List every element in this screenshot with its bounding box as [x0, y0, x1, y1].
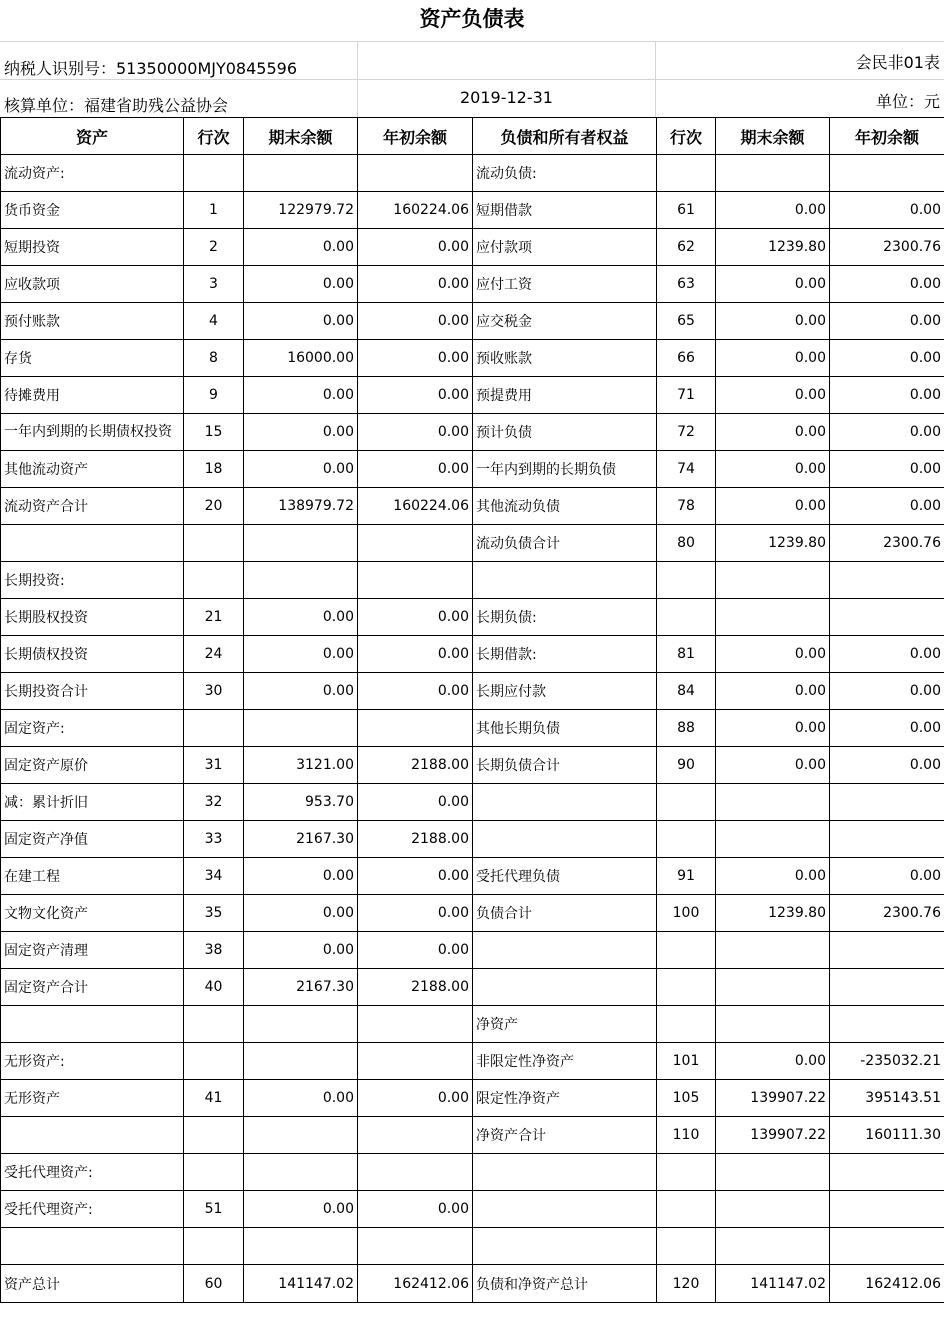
table-row [1, 377, 944, 414]
liability-end-balance: 141147.02 [716, 1265, 830, 1303]
liability-begin-balance: 0.00 [830, 710, 944, 747]
liability-end-balance: 0.00 [716, 636, 830, 673]
liability-item-name [473, 1154, 657, 1191]
liability-begin-balance: 0.00 [830, 377, 944, 414]
asset-begin-balance [358, 562, 473, 599]
table-row [1, 1228, 944, 1265]
asset-end-balance: 0.00 [244, 414, 358, 451]
liability-end-balance: 0.00 [716, 303, 830, 340]
liability-item-name: 应付款项 [473, 229, 657, 266]
asset-item-name: 在建工程 [1, 858, 184, 895]
asset-item-name: 文物文化资产 [1, 895, 184, 932]
liability-end-balance [716, 969, 830, 1006]
asset-item-name: 无形资产: [1, 1043, 184, 1080]
liability-line-number: 71 [657, 377, 716, 414]
asset-begin-balance: 0.00 [358, 266, 473, 303]
asset-begin-balance: 0.00 [358, 1191, 473, 1228]
liability-item-name: 负债和净资产总计 [473, 1265, 657, 1303]
liability-item-name: 流动负债合计 [473, 525, 657, 562]
liability-item-name: 应交税金 [473, 303, 657, 340]
asset-line-number: 20 [184, 488, 244, 525]
asset-line-number [184, 155, 244, 192]
asset-begin-balance: 2188.00 [358, 821, 473, 858]
asset-item-name [1, 525, 184, 562]
asset-end-balance [244, 1117, 358, 1154]
asset-begin-balance: 0.00 [358, 784, 473, 821]
liability-item-name: 短期借款 [473, 192, 657, 229]
liability-line-number: 100 [657, 895, 716, 932]
liability-begin-balance: 0.00 [830, 673, 944, 710]
asset-line-number: 31 [184, 747, 244, 784]
liability-item-name: 长期负债合计 [473, 747, 657, 784]
liability-begin-balance [830, 562, 944, 599]
liability-end-balance [716, 1154, 830, 1191]
liability-item-name: 长期应付款 [473, 673, 657, 710]
liability-begin-balance [830, 1006, 944, 1043]
liability-item-name: 受托代理负债 [473, 858, 657, 895]
asset-begin-balance: 0.00 [358, 414, 473, 451]
liability-item-name: 其他长期负债 [473, 710, 657, 747]
liability-begin-balance: 160111.30 [830, 1117, 944, 1154]
table-row [1, 932, 944, 969]
table-row [1, 747, 944, 784]
liability-item-name [473, 1191, 657, 1228]
asset-begin-balance: 0.00 [358, 858, 473, 895]
liability-line-number [657, 932, 716, 969]
table-row [1, 1006, 944, 1043]
liability-end-balance: 0.00 [716, 451, 830, 488]
liability-item-name: 预收账款 [473, 340, 657, 377]
table-row [1, 303, 944, 340]
liability-line-number: 90 [657, 747, 716, 784]
liability-line-number: 91 [657, 858, 716, 895]
liability-end-balance: 0.00 [716, 340, 830, 377]
page-title: 资产负债表 [0, 0, 944, 42]
liability-begin-balance: 0.00 [830, 340, 944, 377]
liability-line-number [657, 1228, 716, 1265]
asset-begin-balance [358, 525, 473, 562]
liability-item-name: 长期借款: [473, 636, 657, 673]
asset-item-name: 其他流动资产 [1, 451, 184, 488]
asset-end-balance: 0.00 [244, 599, 358, 636]
liability-line-number [657, 821, 716, 858]
liability-line-number: 105 [657, 1080, 716, 1117]
liability-begin-balance: 0.00 [830, 414, 944, 451]
asset-line-number: 35 [184, 895, 244, 932]
asset-begin-balance [358, 1043, 473, 1080]
liability-line-number: 84 [657, 673, 716, 710]
liability-end-balance: 0.00 [716, 747, 830, 784]
asset-begin-balance: 162412.06 [358, 1265, 473, 1303]
liability-begin-balance: 2300.76 [830, 895, 944, 932]
liability-end-balance [716, 1006, 830, 1043]
liability-line-number: 65 [657, 303, 716, 340]
currency-unit: 单位：元 [875, 92, 940, 111]
report-date: 2019-12-31 [460, 88, 553, 107]
asset-item-name [1, 1117, 184, 1154]
liability-line-number [657, 1191, 716, 1228]
table-row [1, 192, 944, 229]
asset-item-name: 货币资金 [1, 192, 184, 229]
asset-begin-balance: 0.00 [358, 932, 473, 969]
asset-line-number: 38 [184, 932, 244, 969]
liability-begin-balance: 162412.06 [830, 1265, 944, 1303]
asset-begin-balance: 2188.00 [358, 969, 473, 1006]
liability-line-number: 74 [657, 451, 716, 488]
liability-begin-balance: 0.00 [830, 451, 944, 488]
asset-end-balance [244, 562, 358, 599]
asset-item-name: 固定资产清理 [1, 932, 184, 969]
col-begin-balance: 年初余额 [358, 118, 473, 155]
table-row [1, 1265, 944, 1303]
asset-begin-balance [358, 1154, 473, 1191]
liability-end-balance [716, 599, 830, 636]
asset-item-name: 固定资产: [1, 710, 184, 747]
liability-end-balance: 139907.22 [716, 1117, 830, 1154]
liability-begin-balance [830, 599, 944, 636]
liability-item-name: 长期负债: [473, 599, 657, 636]
asset-begin-balance [358, 1228, 473, 1265]
asset-line-number: 34 [184, 858, 244, 895]
liability-begin-balance [830, 969, 944, 1006]
liability-line-number [657, 1154, 716, 1191]
asset-item-name: 应收款项 [1, 266, 184, 303]
table-row [1, 599, 944, 636]
asset-end-balance: 3121.00 [244, 747, 358, 784]
taxpayer-id: 纳税人识别号：51350000MJY0845596 [4, 59, 297, 78]
asset-begin-balance: 0.00 [358, 451, 473, 488]
table-row [1, 858, 944, 895]
liability-begin-balance: 0.00 [830, 858, 944, 895]
liability-end-balance: 139907.22 [716, 1080, 830, 1117]
asset-line-number: 15 [184, 414, 244, 451]
liability-begin-balance [830, 1154, 944, 1191]
asset-end-balance: 0.00 [244, 673, 358, 710]
asset-item-name: 资产总计 [1, 1265, 184, 1303]
asset-end-balance [244, 1154, 358, 1191]
header-divider [0, 79, 944, 80]
liability-begin-balance: 2300.76 [830, 525, 944, 562]
col-line-no: 行次 [657, 118, 716, 155]
liability-line-number: 63 [657, 266, 716, 303]
liability-line-number: 66 [657, 340, 716, 377]
liability-item-name: 净资产合计 [473, 1117, 657, 1154]
liability-item-name [473, 821, 657, 858]
asset-item-name: 减：累计折旧 [1, 784, 184, 821]
asset-item-name: 短期投资 [1, 229, 184, 266]
col-end-balance: 期末余额 [716, 118, 830, 155]
asset-begin-balance: 0.00 [358, 303, 473, 340]
asset-item-name: 长期投资合计 [1, 673, 184, 710]
col-end-balance: 期末余额 [244, 118, 358, 155]
col-assets: 资产 [1, 118, 184, 155]
asset-line-number: 60 [184, 1265, 244, 1303]
asset-item-name: 长期投资: [1, 562, 184, 599]
liability-line-number: 81 [657, 636, 716, 673]
asset-end-balance: 0.00 [244, 266, 358, 303]
asset-line-number [184, 1043, 244, 1080]
asset-end-balance [244, 525, 358, 562]
liability-line-number: 80 [657, 525, 716, 562]
balance-table [0, 117, 944, 1303]
liability-end-balance: 1239.80 [716, 895, 830, 932]
asset-item-name: 流动资产合计 [1, 488, 184, 525]
asset-line-number: 1 [184, 192, 244, 229]
asset-line-number: 4 [184, 303, 244, 340]
asset-item-name: 流动资产: [1, 155, 184, 192]
liability-end-balance: 0.00 [716, 488, 830, 525]
asset-end-balance: 2167.30 [244, 821, 358, 858]
asset-item-name: 固定资产原价 [1, 747, 184, 784]
liability-begin-balance: 0.00 [830, 192, 944, 229]
liability-item-name: 应付工资 [473, 266, 657, 303]
asset-end-balance: 141147.02 [244, 1265, 358, 1303]
asset-item-name: 预付账款 [1, 303, 184, 340]
table-row [1, 821, 944, 858]
table-row [1, 525, 944, 562]
liability-end-balance [716, 155, 830, 192]
liability-item-name: 一年内到期的长期负债 [473, 451, 657, 488]
liability-end-balance: 1239.80 [716, 229, 830, 266]
asset-line-number: 21 [184, 599, 244, 636]
liability-end-balance [716, 1191, 830, 1228]
liability-line-number [657, 969, 716, 1006]
asset-item-name [1, 1228, 184, 1265]
liability-item-name [473, 1228, 657, 1265]
liability-line-number: 110 [657, 1117, 716, 1154]
liability-end-balance: 0.00 [716, 710, 830, 747]
asset-line-number: 2 [184, 229, 244, 266]
liability-begin-balance: 0.00 [830, 303, 944, 340]
asset-line-number: 9 [184, 377, 244, 414]
liability-end-balance: 0.00 [716, 673, 830, 710]
liability-begin-balance: 0.00 [830, 266, 944, 303]
asset-end-balance: 0.00 [244, 895, 358, 932]
liability-item-name: 其他流动负债 [473, 488, 657, 525]
asset-begin-balance: 0.00 [358, 636, 473, 673]
asset-end-balance: 0.00 [244, 451, 358, 488]
asset-line-number [184, 1006, 244, 1043]
asset-item-name: 固定资产净值 [1, 821, 184, 858]
liability-item-name: 非限定性净资产 [473, 1043, 657, 1080]
col-line-no: 行次 [184, 118, 244, 155]
asset-begin-balance: 0.00 [358, 895, 473, 932]
liability-end-balance [716, 932, 830, 969]
liability-line-number: 72 [657, 414, 716, 451]
liability-end-balance: 0.00 [716, 414, 830, 451]
asset-line-number: 41 [184, 1080, 244, 1117]
liability-item-name: 限定性净资产 [473, 1080, 657, 1117]
asset-line-number: 24 [184, 636, 244, 673]
table-row [1, 229, 944, 266]
asset-end-balance: 16000.00 [244, 340, 358, 377]
liability-begin-balance: 395143.51 [830, 1080, 944, 1117]
table-row [1, 451, 944, 488]
asset-line-number: 18 [184, 451, 244, 488]
col-begin-balance: 年初余额 [830, 118, 944, 155]
asset-item-name: 长期债权投资 [1, 636, 184, 673]
liability-line-number [657, 155, 716, 192]
liability-begin-balance: 0.00 [830, 747, 944, 784]
liability-begin-balance: 0.00 [830, 488, 944, 525]
liability-end-balance [716, 1228, 830, 1265]
asset-item-name: 一年内到期的长期债权投资 [1, 414, 184, 451]
table-row [1, 1043, 944, 1080]
asset-line-number [184, 1154, 244, 1191]
liability-line-number: 120 [657, 1265, 716, 1303]
table-row [1, 340, 944, 377]
asset-begin-balance [358, 155, 473, 192]
asset-end-balance: 0.00 [244, 377, 358, 414]
liability-line-number: 101 [657, 1043, 716, 1080]
liability-begin-balance: 0.00 [830, 636, 944, 673]
asset-end-balance: 0.00 [244, 636, 358, 673]
table-body [1, 155, 944, 1303]
asset-end-balance: 0.00 [244, 858, 358, 895]
table-row [1, 636, 944, 673]
table-row [1, 414, 944, 451]
asset-line-number [184, 562, 244, 599]
asset-begin-balance: 0.00 [358, 229, 473, 266]
liability-line-number [657, 562, 716, 599]
table-row [1, 562, 944, 599]
liability-begin-balance [830, 821, 944, 858]
liability-begin-balance [830, 1191, 944, 1228]
asset-end-balance [244, 710, 358, 747]
asset-item-name: 受托代理资产: [1, 1154, 184, 1191]
asset-begin-balance: 0.00 [358, 340, 473, 377]
liability-begin-balance [830, 155, 944, 192]
table-row [1, 1117, 944, 1154]
liability-begin-balance [830, 1228, 944, 1265]
asset-end-balance: 0.00 [244, 303, 358, 340]
asset-begin-balance: 2188.00 [358, 747, 473, 784]
asset-line-number: 30 [184, 673, 244, 710]
liability-item-name: 负债合计 [473, 895, 657, 932]
liability-item-name: 流动负债: [473, 155, 657, 192]
asset-end-balance: 0.00 [244, 229, 358, 266]
liability-line-number: 88 [657, 710, 716, 747]
asset-item-name: 待摊费用 [1, 377, 184, 414]
table-row [1, 1080, 944, 1117]
asset-end-balance [244, 1228, 358, 1265]
liability-line-number [657, 1006, 716, 1043]
liability-end-balance: 0.00 [716, 266, 830, 303]
table-row [1, 673, 944, 710]
asset-line-number: 51 [184, 1191, 244, 1228]
table-row [1, 895, 944, 932]
liability-end-balance: 1239.80 [716, 525, 830, 562]
asset-end-balance [244, 155, 358, 192]
asset-begin-balance: 0.00 [358, 673, 473, 710]
asset-begin-balance [358, 1006, 473, 1043]
asset-item-name: 存货 [1, 340, 184, 377]
liability-end-balance: 0.00 [716, 192, 830, 229]
liability-item-name [473, 969, 657, 1006]
liability-line-number [657, 599, 716, 636]
table-row [1, 710, 944, 747]
liability-end-balance [716, 562, 830, 599]
liability-end-balance [716, 784, 830, 821]
asset-line-number: 33 [184, 821, 244, 858]
liability-begin-balance: -235032.21 [830, 1043, 944, 1080]
asset-end-balance: 0.00 [244, 1080, 358, 1117]
asset-item-name [1, 1006, 184, 1043]
liability-item-name [473, 784, 657, 821]
asset-item-name: 固定资产合计 [1, 969, 184, 1006]
liability-item-name [473, 932, 657, 969]
asset-begin-balance: 0.00 [358, 1080, 473, 1117]
asset-end-balance: 0.00 [244, 1191, 358, 1228]
asset-begin-balance [358, 710, 473, 747]
accounting-unit: 核算单位：福建省助残公益协会 [4, 96, 229, 115]
asset-end-balance: 2167.30 [244, 969, 358, 1006]
asset-line-number: 3 [184, 266, 244, 303]
liability-end-balance: 0.00 [716, 1043, 830, 1080]
liability-begin-balance: 2300.76 [830, 229, 944, 266]
table-row [1, 784, 944, 821]
col-liabilities: 负债和所有者权益 [473, 118, 657, 155]
table-row [1, 1191, 944, 1228]
liability-line-number: 62 [657, 229, 716, 266]
asset-line-number [184, 1228, 244, 1265]
asset-begin-balance: 160224.06 [358, 488, 473, 525]
liability-end-balance [716, 821, 830, 858]
asset-end-balance: 122979.72 [244, 192, 358, 229]
liability-item-name: 预计负债 [473, 414, 657, 451]
table-row [1, 1154, 944, 1191]
asset-line-number [184, 710, 244, 747]
liability-begin-balance [830, 932, 944, 969]
asset-line-number [184, 525, 244, 562]
asset-line-number: 8 [184, 340, 244, 377]
asset-end-balance: 138979.72 [244, 488, 358, 525]
asset-item-name: 无形资产 [1, 1080, 184, 1117]
liability-item-name [473, 562, 657, 599]
asset-item-name: 受托代理资产: [1, 1191, 184, 1228]
asset-end-balance [244, 1006, 358, 1043]
asset-begin-balance [358, 1117, 473, 1154]
asset-end-balance: 0.00 [244, 932, 358, 969]
asset-line-number: 32 [184, 784, 244, 821]
form-code: 会民非01表 [855, 53, 940, 72]
asset-begin-balance: 0.00 [358, 599, 473, 636]
liability-end-balance: 0.00 [716, 858, 830, 895]
table-row [1, 969, 944, 1006]
table-row [1, 488, 944, 525]
asset-end-balance: 953.70 [244, 784, 358, 821]
liability-begin-balance [830, 784, 944, 821]
asset-line-number: 40 [184, 969, 244, 1006]
liability-line-number: 61 [657, 192, 716, 229]
liability-line-number [657, 784, 716, 821]
liability-item-name: 净资产 [473, 1006, 657, 1043]
liability-end-balance: 0.00 [716, 377, 830, 414]
column-header-row [1, 118, 944, 155]
liability-line-number: 78 [657, 488, 716, 525]
table-row [1, 266, 944, 303]
asset-item-name: 长期股权投资 [1, 599, 184, 636]
liability-item-name: 预提费用 [473, 377, 657, 414]
asset-line-number [184, 1117, 244, 1154]
asset-end-balance [244, 1043, 358, 1080]
asset-begin-balance: 160224.06 [358, 192, 473, 229]
asset-begin-balance: 0.00 [358, 377, 473, 414]
table-row [1, 155, 944, 192]
